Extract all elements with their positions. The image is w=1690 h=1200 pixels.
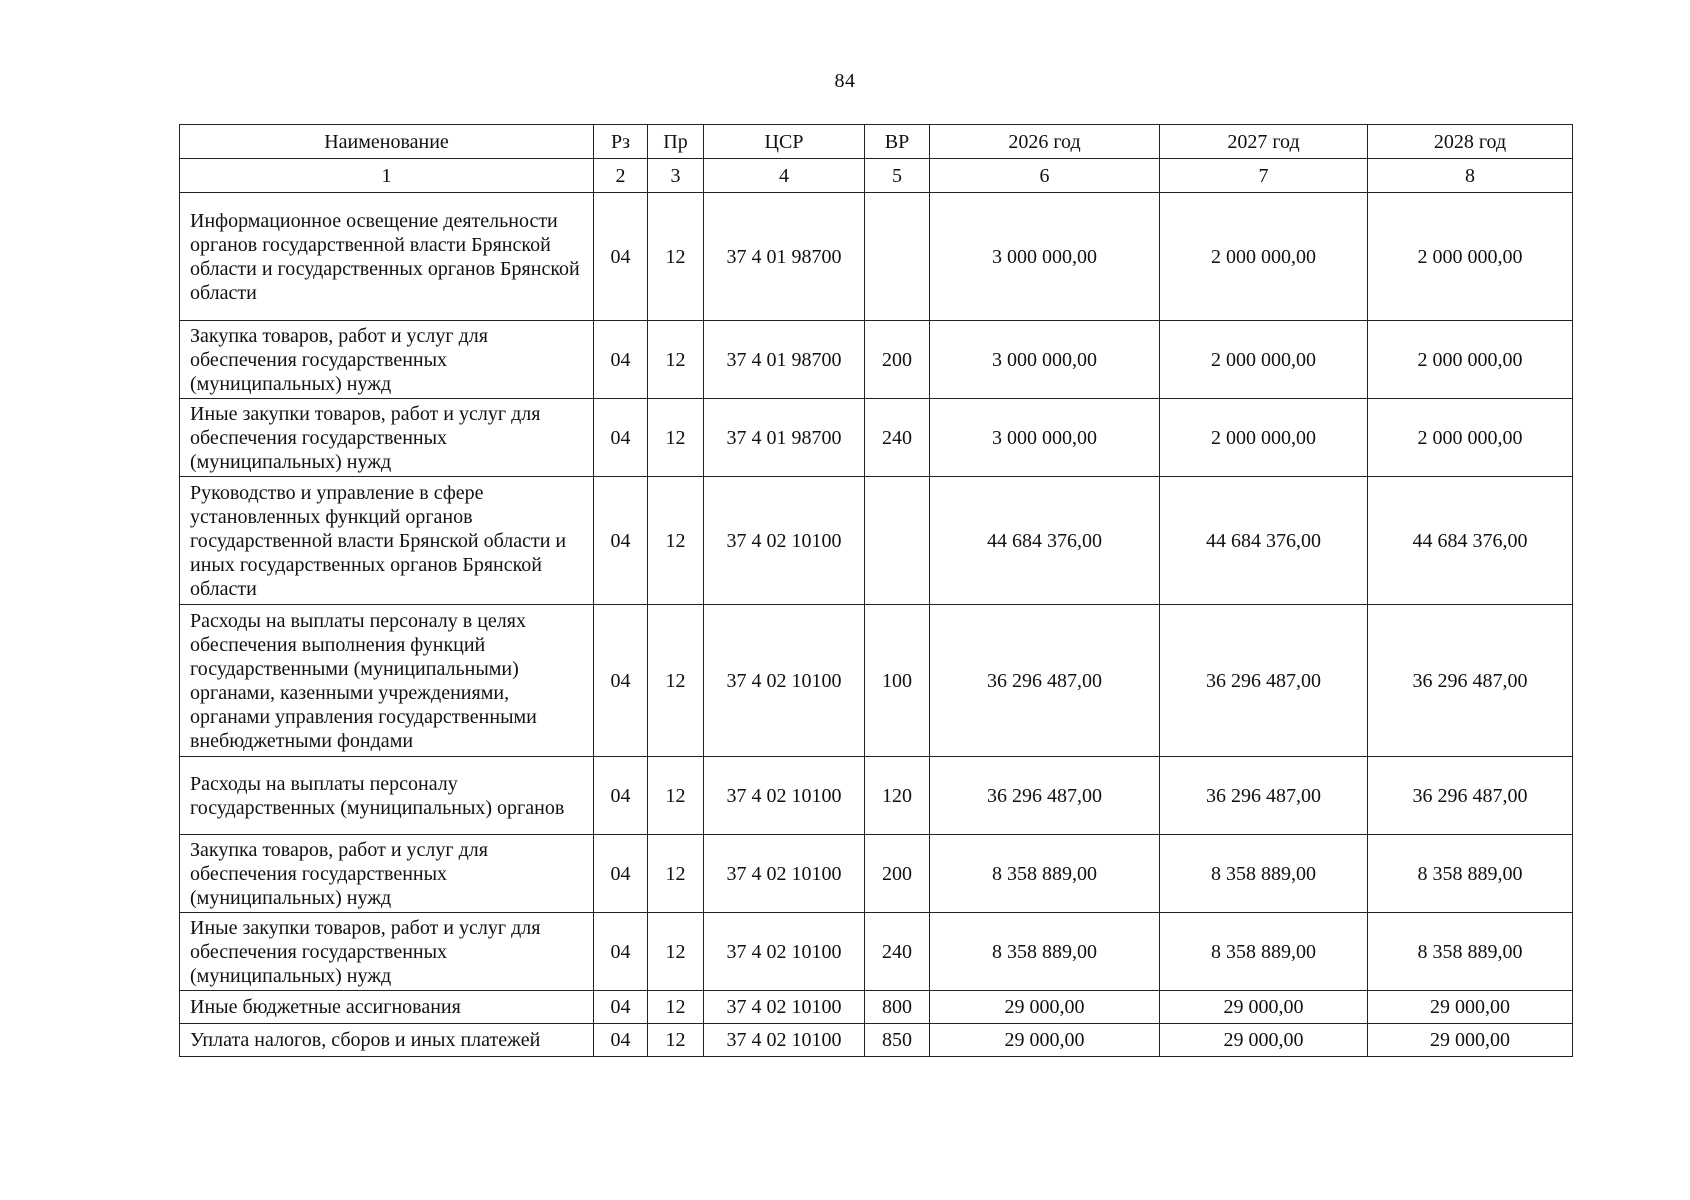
row-2026: 36 296 487,00 xyxy=(930,605,1160,757)
row-2027: 29 000,00 xyxy=(1160,1024,1368,1057)
row-name: Иные бюджетные ассигнования xyxy=(180,991,594,1024)
column-number: 2 xyxy=(594,159,648,193)
page-number: 84 xyxy=(834,70,856,92)
row-2026: 8 358 889,00 xyxy=(930,835,1160,913)
row-vr: 200 xyxy=(865,835,930,913)
row-csr: 37 4 02 10100 xyxy=(704,477,865,605)
row-pr: 12 xyxy=(648,605,704,757)
column-number: 8 xyxy=(1368,159,1573,193)
row-csr: 37 4 02 10100 xyxy=(704,757,865,835)
row-rz: 04 xyxy=(594,835,648,913)
row-2027: 8 358 889,00 xyxy=(1160,913,1368,991)
row-rz: 04 xyxy=(594,193,648,321)
table-row xyxy=(180,991,1573,1024)
row-rz: 04 xyxy=(594,1024,648,1057)
table-row xyxy=(180,913,1573,991)
row-2028: 8 358 889,00 xyxy=(1368,913,1573,991)
row-2026: 29 000,00 xyxy=(930,991,1160,1024)
row-name: Информационное освещение деятельности органов государственной власти Брянской области и государственных органов Брянской области xyxy=(180,193,594,321)
row-2026: 3 000 000,00 xyxy=(930,193,1160,321)
row-2028: 8 358 889,00 xyxy=(1368,835,1573,913)
row-vr: 120 xyxy=(865,757,930,835)
row-pr: 12 xyxy=(648,193,704,321)
row-2027: 44 684 376,00 xyxy=(1160,477,1368,605)
row-2028: 29 000,00 xyxy=(1368,991,1573,1024)
table-row xyxy=(180,321,1573,399)
row-pr: 12 xyxy=(648,477,704,605)
column-number-row xyxy=(180,159,1573,193)
row-2028: 36 296 487,00 xyxy=(1368,757,1573,835)
header-row xyxy=(180,125,1573,159)
row-2026: 3 000 000,00 xyxy=(930,321,1160,399)
column-number: 5 xyxy=(865,159,930,193)
row-vr xyxy=(865,477,930,605)
row-pr: 12 xyxy=(648,835,704,913)
row-2028: 29 000,00 xyxy=(1368,1024,1573,1057)
row-name: Иные закупки товаров, работ и услуг для обеспечения государственных (муниципальных) нужд xyxy=(180,913,594,991)
row-2026: 44 684 376,00 xyxy=(930,477,1160,605)
row-vr: 200 xyxy=(865,321,930,399)
header-2028: 2028 год xyxy=(1368,125,1573,159)
table-row xyxy=(180,193,1573,321)
row-vr: 240 xyxy=(865,399,930,477)
row-2026: 3 000 000,00 xyxy=(930,399,1160,477)
row-vr xyxy=(865,193,930,321)
row-csr: 37 4 01 98700 xyxy=(704,321,865,399)
row-pr: 12 xyxy=(648,757,704,835)
row-csr: 37 4 01 98700 xyxy=(704,399,865,477)
row-rz: 04 xyxy=(594,991,648,1024)
row-2027: 2 000 000,00 xyxy=(1160,321,1368,399)
table-row xyxy=(180,1024,1573,1057)
table-row xyxy=(180,399,1573,477)
table-row xyxy=(180,477,1573,605)
row-csr: 37 4 02 10100 xyxy=(704,835,865,913)
header-csr: ЦСР xyxy=(704,125,865,159)
row-rz: 04 xyxy=(594,757,648,835)
row-2028: 2 000 000,00 xyxy=(1368,399,1573,477)
row-pr: 12 xyxy=(648,1024,704,1057)
row-2026: 36 296 487,00 xyxy=(930,757,1160,835)
row-2028: 2 000 000,00 xyxy=(1368,321,1573,399)
header-rz: Рз xyxy=(594,125,648,159)
column-number: 1 xyxy=(180,159,594,193)
row-name: Расходы на выплаты персоналу в целях обеспечения выполнения функций государственными (муниципальными) органами, казенными учреждениями, органами управления государственными внебюджетными фондами xyxy=(180,605,594,757)
row-vr: 100 xyxy=(865,605,930,757)
row-2028: 36 296 487,00 xyxy=(1368,605,1573,757)
row-rz: 04 xyxy=(594,605,648,757)
header-name: Наименование xyxy=(180,125,594,159)
row-name: Иные закупки товаров, работ и услуг для обеспечения государственных (муниципальных) нужд xyxy=(180,399,594,477)
row-rz: 04 xyxy=(594,321,648,399)
row-rz: 04 xyxy=(594,399,648,477)
row-name: Руководство и управление в сфере установленных функций органов государственной власти Брянской области и иных государственных органов Брянской области xyxy=(180,477,594,605)
row-2028: 44 684 376,00 xyxy=(1368,477,1573,605)
row-vr: 850 xyxy=(865,1024,930,1057)
table-row xyxy=(180,605,1573,757)
row-2027: 8 358 889,00 xyxy=(1160,835,1368,913)
row-name: Расходы на выплаты персоналу государственных (муниципальных) органов xyxy=(180,757,594,835)
row-pr: 12 xyxy=(648,991,704,1024)
column-number: 3 xyxy=(648,159,704,193)
row-csr: 37 4 02 10100 xyxy=(704,1024,865,1057)
row-2026: 8 358 889,00 xyxy=(930,913,1160,991)
row-2027: 2 000 000,00 xyxy=(1160,193,1368,321)
row-pr: 12 xyxy=(648,399,704,477)
row-pr: 12 xyxy=(648,321,704,399)
row-rz: 04 xyxy=(594,913,648,991)
row-vr: 800 xyxy=(865,991,930,1024)
row-csr: 37 4 02 10100 xyxy=(704,991,865,1024)
row-name: Закупка товаров, работ и услуг для обеспечения государственных (муниципальных) нужд xyxy=(180,835,594,913)
row-name: Уплата налогов, сборов и иных платежей xyxy=(180,1024,594,1057)
row-csr: 37 4 02 10100 xyxy=(704,605,865,757)
column-number: 6 xyxy=(930,159,1160,193)
row-name: Закупка товаров, работ и услуг для обеспечения государственных (муниципальных) нужд xyxy=(180,321,594,399)
row-2027: 29 000,00 xyxy=(1160,991,1368,1024)
row-2027: 2 000 000,00 xyxy=(1160,399,1368,477)
header-pr: Пр xyxy=(648,125,704,159)
table-row xyxy=(180,835,1573,913)
table-row xyxy=(180,757,1573,835)
row-2026: 29 000,00 xyxy=(930,1024,1160,1057)
header-vr: ВР xyxy=(865,125,930,159)
row-2027: 36 296 487,00 xyxy=(1160,757,1368,835)
header-2027: 2027 год xyxy=(1160,125,1368,159)
column-number: 7 xyxy=(1160,159,1368,193)
budget-table xyxy=(179,124,1573,1057)
row-rz: 04 xyxy=(594,477,648,605)
header-2026: 2026 год xyxy=(930,125,1160,159)
row-vr: 240 xyxy=(865,913,930,991)
row-2028: 2 000 000,00 xyxy=(1368,193,1573,321)
row-pr: 12 xyxy=(648,913,704,991)
row-2027: 36 296 487,00 xyxy=(1160,605,1368,757)
column-number: 4 xyxy=(704,159,865,193)
row-csr: 37 4 02 10100 xyxy=(704,913,865,991)
row-csr: 37 4 01 98700 xyxy=(704,193,865,321)
